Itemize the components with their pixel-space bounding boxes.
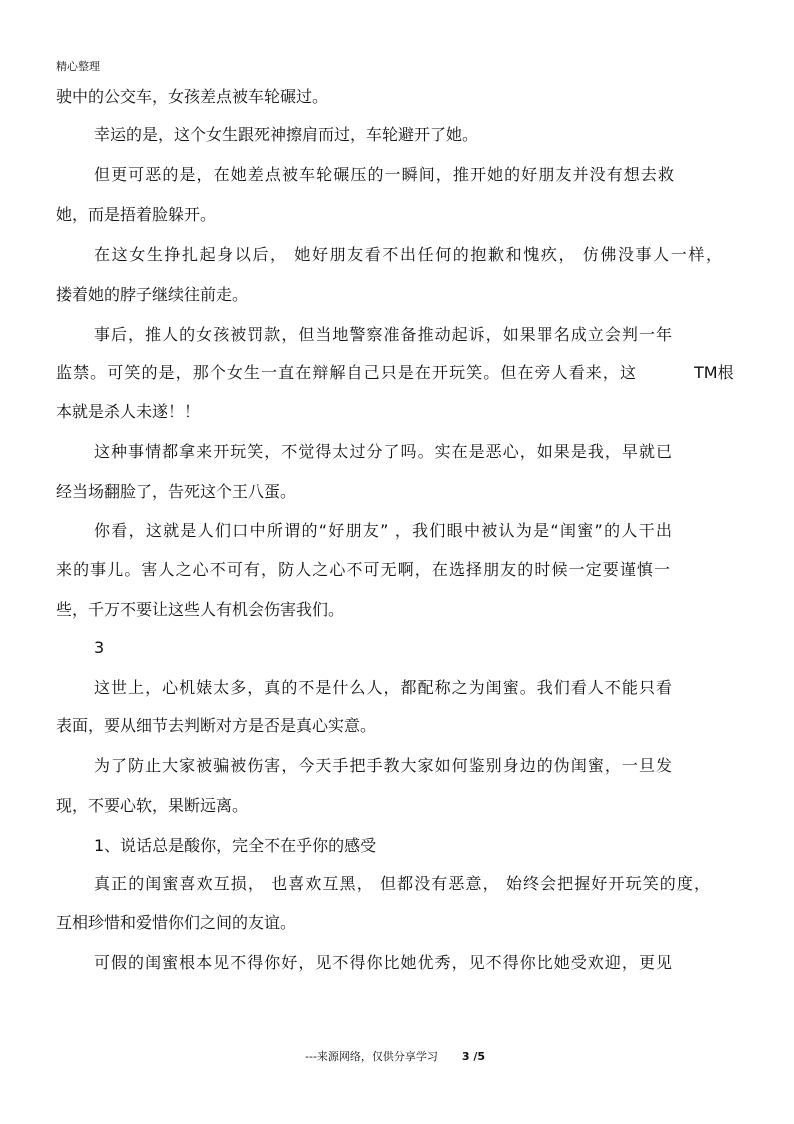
text-line: 这世上，心机婊太多，真的不是什么人，都配称之为闺蜜。我们看人不能只看	[94, 678, 672, 697]
page-header: 精心整理	[56, 60, 100, 73]
text-line: 事后，推人的女孩被罚款，但当地警察准备推动起诉，如果罪名成立会判一年	[94, 325, 672, 344]
text-line: 她，而是捂着脸躲开。	[56, 205, 217, 224]
footer-source: ---来源网络，仅供分享学习	[305, 1050, 438, 1063]
text-line: 但更可恶的是，在她差点被车轮碾压的一瞬间，推开她的好朋友并没有想去救	[94, 165, 674, 184]
text-line: 真正的闺蜜喜欢互损， 也喜欢互黑， 但都没有恶意， 始终会把握好开玩笑的度，	[94, 874, 710, 893]
text-line: 为了防止大家被骗被伤害，今天手把手教大家如何鉴别身边的伪闺蜜，一旦发	[94, 756, 672, 775]
text-line: 3	[94, 638, 105, 657]
text-line: 本就是杀人未遂！！	[56, 402, 201, 421]
text-line: 表面，要从细节去判断对方是否是真心实意。	[56, 716, 377, 735]
text-line: 可假的闺蜜根本见不得你好，见不得你比她优秀，见不得你比她受欢迎，更见	[94, 953, 672, 972]
text-line: TM根	[694, 363, 734, 382]
text-line: 幸运的是，这个女生跟死神擦肩而过，车轮避开了她。	[94, 125, 479, 144]
text-line: 些，千万不要让这些人有机会伤害我们。	[56, 600, 345, 619]
text-line: 1、说话总是酸你，完全不在乎你的感受	[94, 836, 377, 855]
text-line: 这种事情都拿来开玩笑，不觉得太过分了吗。实在是恶心，如果是我，早就已	[94, 442, 672, 461]
text-line: 来的事儿。害人之心不可有，防人之心不可无啊，在选择朋友的时候一定要谨慎一	[56, 560, 670, 579]
page-footer	[305, 1048, 485, 1064]
text-line: 经当场翻脸了，告死这个王八蛋。	[56, 482, 297, 501]
text-line: 驶中的公交车，女孩差点被车轮碾过。	[56, 87, 329, 106]
text-line: 现，不要心软，果断远离。	[56, 796, 249, 815]
page-number: 3 /5	[461, 1050, 486, 1063]
text-line: 搂着她的脖子继续往前走。	[56, 285, 249, 304]
text-line: 监禁。可笑的是，那个女生一直在辩解自己只是在开玩笑。但在旁人看来，这	[56, 363, 636, 382]
text-line: 你看，这就是人们口中所谓的“好朋友” ，我们眼中被认为是“闺蜜”的人干出	[94, 521, 672, 540]
text-line: 互相珍惜和爱惜你们之间的友谊。	[56, 913, 297, 932]
text-line: 在这女生挣扎起身以后， 她好朋友看不出任何的抱歉和愧疚， 仿佛没事人一样，	[94, 245, 722, 264]
